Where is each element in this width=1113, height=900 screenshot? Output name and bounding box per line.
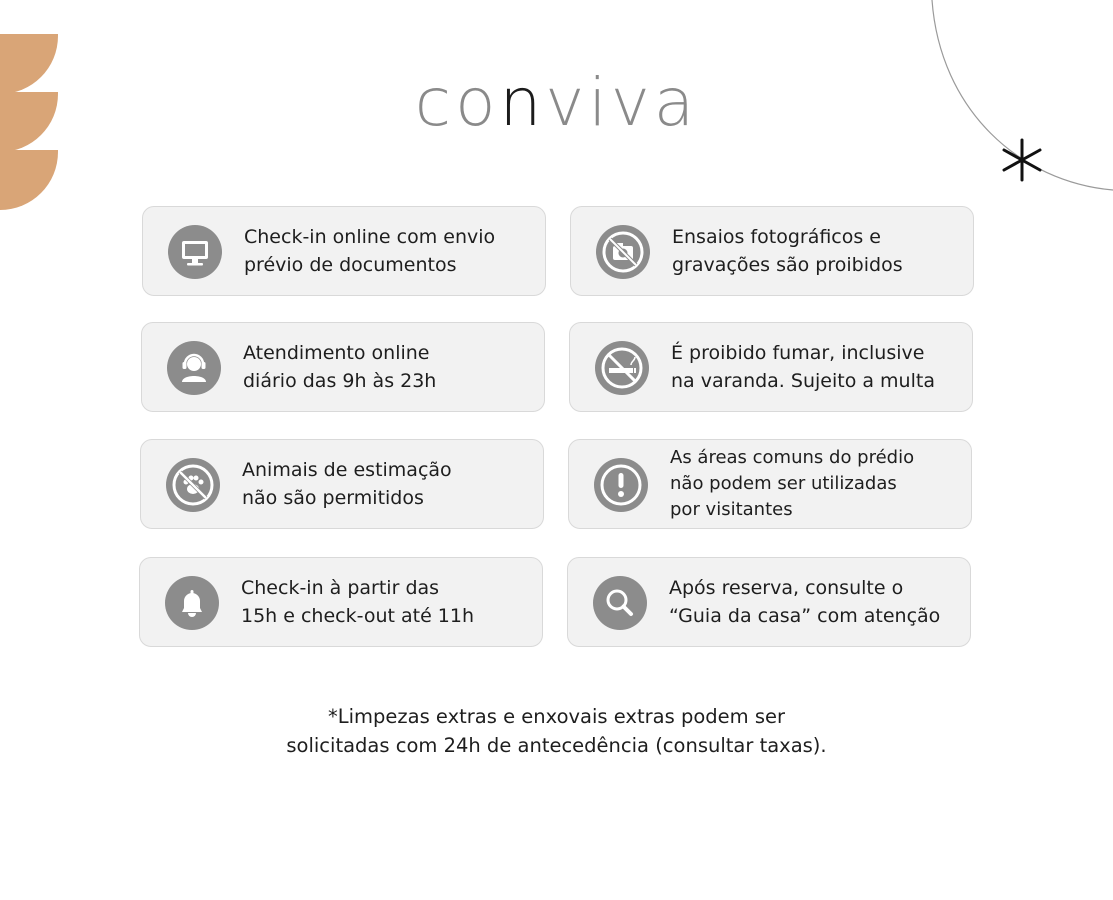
asterisk-icon <box>1004 140 1040 180</box>
logo-part-pre: co <box>414 64 500 141</box>
rule-card-no-photography <box>570 206 974 296</box>
no-smoking-icon <box>594 340 650 396</box>
rule-text: Check-in online com envio prévio de documentos <box>244 226 496 276</box>
logo-part-accent: n <box>499 64 546 141</box>
rule-card-online-support <box>141 322 545 412</box>
rule-text: As áreas comuns do prédio não podem ser utilizadas por visitantes <box>670 447 915 520</box>
footnote-line-1: *Limpezas extras e enxovais extras podem ser <box>327 705 785 728</box>
no-pets-icon <box>165 457 221 513</box>
rule-card-no-pets <box>140 439 544 529</box>
logo-part-post: viva <box>545 64 699 141</box>
footnote-line-2: solicitadas com 24h de antecedência (consultar taxas). <box>286 734 827 757</box>
bell-icon <box>164 575 220 631</box>
footnote <box>0 702 1113 760</box>
rule-card-online-checkin <box>142 206 546 296</box>
rule-text: Check-in à partir das 15h e check-out até 11h <box>241 577 475 627</box>
exclamation-icon <box>593 457 649 513</box>
headset-support-icon <box>166 340 222 396</box>
magnifier-icon <box>592 575 648 631</box>
rule-card-common-areas <box>568 439 972 529</box>
monitor-icon <box>167 224 223 280</box>
rule-text: Atendimento online diário das 9h às 23h <box>243 342 437 392</box>
rule-text: Ensaios fotográficos e gravações são proibidos <box>672 226 903 276</box>
rule-text: É proibido fumar, inclusive na varanda. Sujeito a multa <box>671 342 935 392</box>
rule-card-checkin-times <box>139 557 543 647</box>
rule-card-house-guide <box>567 557 971 647</box>
no-camera-icon <box>595 224 651 280</box>
rule-text: Animais de estimação não são permitidos <box>242 459 452 509</box>
brand-logo <box>0 64 1113 141</box>
rule-card-no-smoking <box>569 322 973 412</box>
rule-text: Após reserva, consulte o “Guia da casa” com atenção <box>669 577 941 627</box>
